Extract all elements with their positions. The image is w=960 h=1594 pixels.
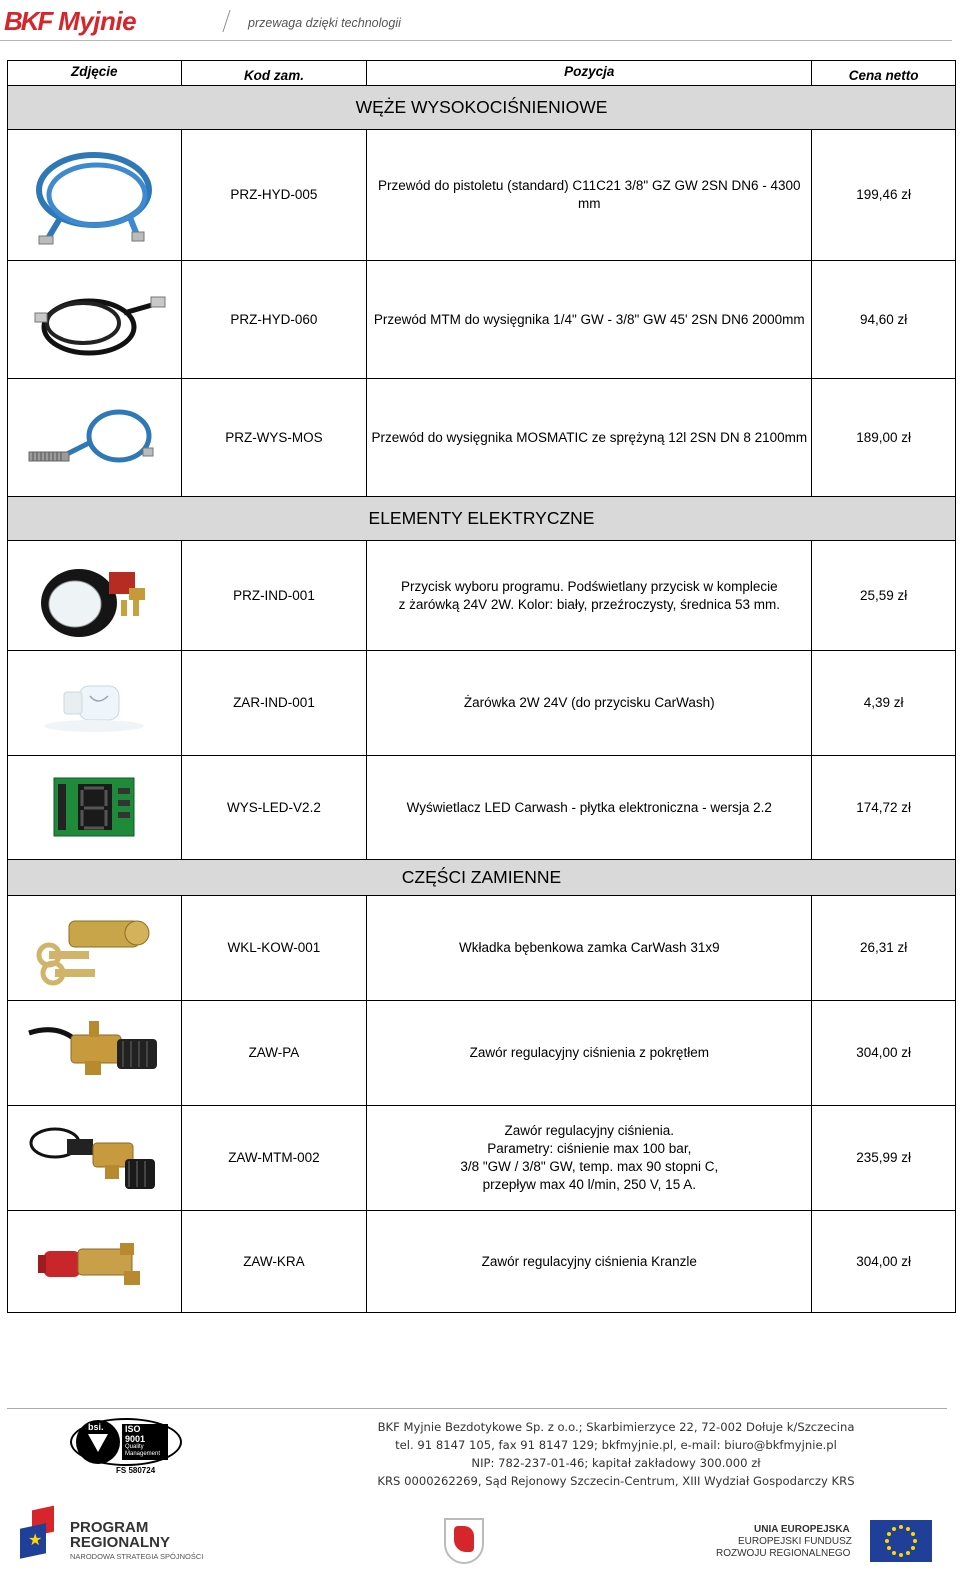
company-line: NIP: 782-237-01-46; kapitał zakładowy 300.000 zł [471,1456,761,1470]
push-button-icon [8,541,181,650]
col-header-position: Pozycja [366,61,811,85]
blue-hose-icon [8,130,181,260]
product-code: ZAW-MTM-002 [181,1106,367,1210]
eu-line1: UNIA EUROPEJSKA [754,1524,850,1535]
iso-cert-number: FS 580724 [116,1466,156,1475]
coat-of-arms-icon [444,1518,484,1564]
spring-hose-icon [8,379,181,496]
iso-sub2: Management [125,1451,161,1457]
led-display-icon [8,756,181,859]
bsi-text: bsi. [88,1422,104,1432]
product-price: 235,99 zł [811,1106,955,1210]
company-logo: BKF Myjnie [4,6,137,36]
program-line2: REGIONALNY [70,1534,171,1551]
description-line: Przycisk wyboru programu. Podświetlany przycisk w komplecie [400,578,778,594]
program-line1: PROGRAM [70,1519,149,1536]
product-description: Wkładka bębenkowa zamka CarWash 31x9 [366,896,811,1000]
product-price: 199,46 zł [811,130,955,260]
valve-cable-icon [8,1106,181,1210]
iso-badge [70,1418,182,1474]
valve-knob-icon [8,1001,181,1105]
product-price: 189,00 zł [811,379,955,496]
product-price: 304,00 zł [811,1211,955,1312]
product-code: PRZ-HYD-060 [181,261,367,378]
product-description [366,1106,811,1210]
product-code: WKL-KOW-001 [181,896,367,1000]
product-description: Przewód do pistoletu (standard) C11C21 3/8" GZ GW 2SN DN6 - 4300 mm [366,130,811,260]
description-line: z żarówką 24V 2W. Kolor: biały, przeźroczysty, średnica 53 mm. [398,596,780,612]
iso-sub1: Quality [125,1444,144,1450]
table-row [8,650,955,755]
eu-stars-icon [870,1520,932,1562]
kitemark-icon [88,1434,108,1452]
col-header-code: Kod zam. [181,61,367,85]
description-line: Parametry: ciśnienie max 100 bar, [487,1141,692,1156]
black-hose-icon [8,261,181,378]
footer-rule [7,1408,947,1409]
red-valve-icon [8,1211,181,1312]
table-row [8,260,955,378]
product-code: ZAW-PA [181,1001,367,1105]
company-line: KRS 0000262269, Sąd Rejonowy Szczecin-Centrum, XIII Wydział Gospodarczy KRS [377,1474,855,1488]
product-description: Zawór regulacyjny ciśnienia Kranzle [366,1211,811,1312]
table-row [8,1000,955,1105]
program-regional-logo [14,1508,214,1564]
product-code: PRZ-WYS-MOS [181,379,367,496]
section-heading-hoses: WĘŻE WYSOKOCIŚNIENIOWE [8,85,955,129]
product-description: Przewód MTM do wysięgnika 1/4" GW - 3/8" GW 45' 2SN DN6 2000mm [366,261,811,378]
program-flag-icon [14,1508,58,1558]
program-line3: NARODOWA STRATEGIA SPÓJNOŚCI [70,1552,204,1561]
product-description: Żarówka 2W 24V (do przycisku CarWash) [366,651,811,755]
section-heading-spare-parts: CZĘŚCI ZAMIENNE [8,859,955,895]
table-row [8,1210,955,1312]
table-row [8,378,955,496]
product-description: Zawór regulacyjny ciśnienia z pokrętłem [366,1001,811,1105]
iso-number: 9001 [125,1434,146,1444]
col-header-price: Cena netto [811,61,955,85]
product-price: 4,39 zł [811,651,955,755]
eu-flag-icon [870,1520,932,1562]
product-price: 26,31 zł [811,896,955,1000]
description-line: Zawór regulacyjny ciśnienia. [504,1123,675,1138]
lock-cylinder-icon [8,896,181,1000]
product-price: 174,72 zł [811,756,955,859]
product-price: 304,00 zł [811,1001,955,1105]
header-divider [222,10,230,32]
eu-line3: ROZWOJU REGIONALNEGO [716,1548,851,1559]
product-description: Przewód do wysięgnika MOSMATIC ze sprężyną 12l 2SN DN 8 2100mm [366,379,811,496]
product-code: PRZ-HYD-005 [181,130,367,260]
product-code: WYS-LED-V2.2 [181,756,367,859]
eu-logo [714,1518,944,1564]
table-row [8,755,955,859]
table-row [8,540,955,650]
product-code: ZAW-KRA [181,1211,367,1312]
page-header [0,0,960,42]
table-header-row [8,61,955,85]
col-header-photo: Zdjęcie [71,64,118,79]
iso-label: ISO [125,1424,141,1434]
product-description: Wyświetlacz LED Carwash - płytka elektroniczna - wersja 2.2 [366,756,811,859]
section-heading-electrical: ELEMENTY ELEKTRYCZNE [8,496,955,540]
product-code: PRZ-IND-001 [181,541,367,650]
company-line: tel. 91 8147 105, fax 91 8147 129; bkfmyjnie.pl, e-mail: biuro@bkfmyjnie.pl [395,1438,837,1452]
table-row [8,1105,955,1210]
iso-box [122,1424,168,1460]
table-row [8,129,955,260]
product-description [366,541,811,650]
table-row [8,895,955,1000]
header-rule [0,40,952,41]
flag-star-icon: ★ [28,1532,43,1549]
product-code: ZAR-IND-001 [181,651,367,755]
description-line: 3/8 "GW / 3/8" GW, temp. max 90 stopni C, [460,1159,719,1174]
company-info [336,1418,896,1490]
product-price: 94,60 zł [811,261,955,378]
eu-line2: EUROPEJSKI FUNDUSZ [738,1536,852,1547]
price-table [7,60,956,1313]
bulb-icon [8,651,181,755]
griffin-shape [454,1526,474,1552]
company-tagline: przewaga dzięki technologii [248,16,401,30]
product-price: 25,59 zł [811,541,955,650]
company-line: BKF Myjnie Bezdotykowe Sp. z o.o.; Skarbimierzyce 22, 72-002 Dołuje k/Szczecina [377,1420,855,1434]
description-line: przepływ max 40 l/min, 250 V, 15 A. [482,1177,696,1192]
